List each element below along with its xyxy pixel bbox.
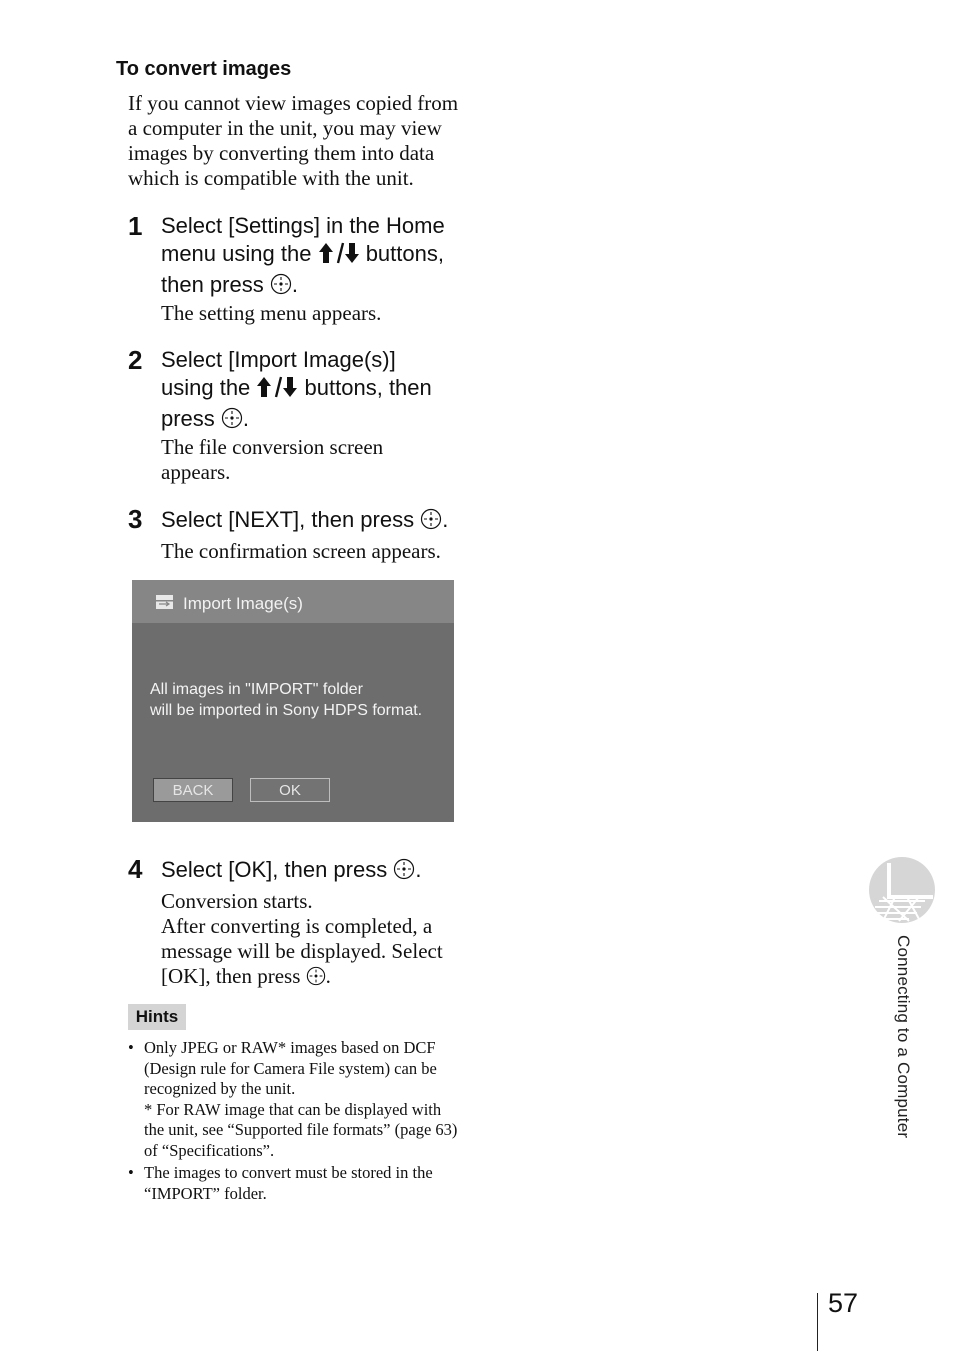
step-3-number: 3	[128, 504, 143, 534]
hint-2-text: The images to convert must be stored in the “IMPORT” folder.	[144, 1163, 433, 1203]
enter-button-icon	[306, 966, 326, 992]
ok-button[interactable]: OK	[250, 778, 330, 802]
step-2-line-b: using the	[161, 375, 251, 400]
step-4-line-a: Select [OK], then press	[161, 857, 388, 882]
screen-title-bar	[132, 580, 454, 623]
page-number: 57	[828, 1288, 859, 1318]
up-down-arrows-icon	[256, 376, 298, 405]
step-1-number: 1	[128, 211, 143, 241]
page-divider	[817, 1293, 818, 1351]
section-heading: To convert images	[116, 58, 292, 80]
hints-label: Hints	[128, 1004, 186, 1030]
step-2-text	[161, 346, 471, 436]
bullet: •	[128, 1038, 134, 1057]
step-1-line-a: Select [Settings] in the Home	[161, 213, 445, 238]
enter-button-icon	[221, 407, 243, 436]
step-2-line-a: Select [Import Image(s)]	[161, 347, 396, 372]
step-3-description: The confirmation screen appears.	[161, 539, 441, 563]
step-2-number: 2	[128, 345, 143, 375]
intro-paragraph: If you cannot view images copied from a computer in the unit, you may view images by converting them into data which is compatible with the unit.	[128, 91, 459, 190]
screen-title: Import Image(s)	[183, 594, 303, 613]
step-2-line-d: press	[161, 406, 215, 431]
step-1-period: .	[291, 272, 298, 297]
step-2-period: .	[242, 406, 250, 431]
screen-message	[150, 679, 422, 721]
step-4-text	[161, 856, 471, 887]
enter-button-icon	[270, 273, 292, 302]
hint-item	[128, 1163, 458, 1204]
step-4-number: 4	[128, 854, 143, 884]
screen-message-line-1: All images in "IMPORT" folder	[150, 681, 363, 698]
step-4-desc-period: .	[325, 964, 331, 988]
side-section-label: Connecting to a Computer	[894, 935, 913, 1139]
step-4-period: .	[415, 857, 422, 882]
hint-item	[128, 1038, 458, 1161]
step-2-description: The file conversion screen appears.	[161, 435, 384, 484]
step-4-desc-a: Conversion starts.	[161, 889, 313, 913]
confirmation-screen	[132, 580, 454, 822]
step-1-text	[161, 212, 471, 302]
step-1-line-c: buttons,	[365, 241, 444, 266]
back-button[interactable]: BACK	[153, 778, 233, 802]
step-2-line-c: buttons, then	[304, 375, 432, 400]
section-tab-icon	[869, 857, 935, 928]
step-4-desc-b: After converting is completed, a message will be displayed. Select	[161, 914, 443, 963]
import-icon	[154, 593, 176, 616]
step-1-line-b: menu using the	[161, 241, 312, 266]
step-3-text	[161, 506, 481, 537]
enter-button-icon	[393, 858, 415, 887]
bullet: •	[128, 1163, 134, 1182]
step-1-description: The setting menu appears.	[161, 301, 382, 325]
hint-1-text: Only JPEG or RAW* images based on DCF (Design rule for Camera File system) can be recognized by the unit.	[144, 1038, 437, 1098]
step-3-period: .	[442, 507, 449, 532]
hint-1-note: * For RAW image that can be displayed with the unit, see “Supported file formats” (page 63) of “Specifications”.	[144, 1099, 458, 1160]
step-4-description	[161, 889, 456, 992]
step-3-line-a: Select [NEXT], then press	[161, 507, 415, 532]
screen-message-line-2: will be imported in Sony HDPS format.	[150, 702, 423, 719]
up-down-arrows-icon	[318, 242, 360, 271]
step-4-desc-c: [OK], then press	[161, 964, 301, 988]
step-1-line-d: then press	[161, 272, 264, 297]
enter-button-icon	[420, 508, 442, 537]
